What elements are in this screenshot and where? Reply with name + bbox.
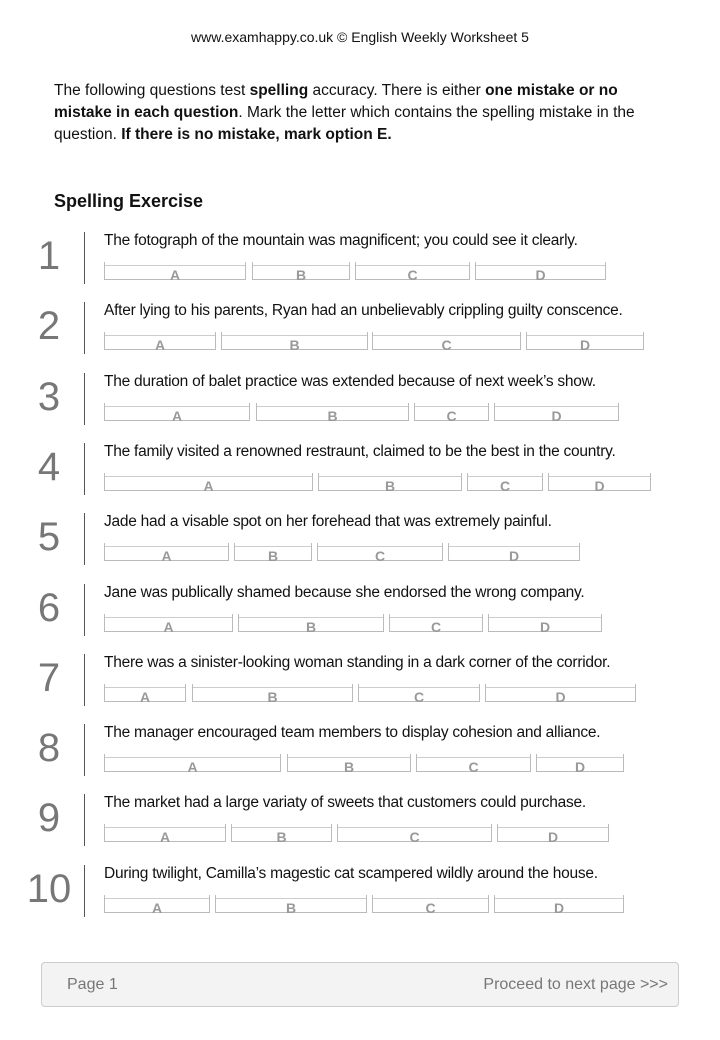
page-indicator: Page 1	[67, 976, 118, 993]
question-number: 2	[37, 304, 61, 348]
option-label: B	[305, 619, 317, 635]
option-label: C	[430, 619, 442, 635]
option-label: A	[203, 478, 214, 494]
worksheet-header: www.examhappy.co.uk © English Weekly Worksheet 5	[191, 29, 529, 45]
option-b-segment[interactable]	[256, 403, 409, 424]
section-title: Spelling Exercise	[54, 191, 204, 211]
divider-line	[84, 302, 85, 354]
option-a-segment[interactable]	[104, 895, 210, 916]
option-a-segment[interactable]	[104, 332, 216, 353]
question-item	[0, 373, 720, 443]
option-d-segment[interactable]	[548, 473, 651, 494]
option-label: C	[409, 829, 420, 845]
question-text: Jade had a visable spot on her forehead that was extremely painful.	[104, 513, 552, 530]
option-label: C	[425, 900, 436, 916]
option-b-segment[interactable]	[287, 754, 411, 775]
option-c-segment[interactable]	[355, 262, 470, 283]
instructions-text-1: The following questions test	[54, 82, 250, 99]
option-d-segment[interactable]	[497, 824, 609, 845]
option-d-segment[interactable]	[475, 262, 606, 283]
divider-line	[84, 654, 85, 706]
option-d-segment[interactable]	[494, 403, 619, 424]
divider-line	[84, 865, 85, 917]
option-b-segment[interactable]	[231, 824, 332, 845]
option-label: C	[446, 408, 457, 424]
divider-line	[84, 443, 85, 495]
option-d-segment[interactable]	[536, 754, 624, 775]
option-label: A	[187, 759, 198, 775]
question-text: There was a sinister-looking woman standing in a dark corner of the corridor.	[104, 654, 611, 671]
question-number: 10	[26, 867, 72, 911]
option-a-segment[interactable]	[104, 824, 226, 845]
option-d-segment[interactable]	[485, 684, 636, 705]
option-a-segment[interactable]	[104, 262, 246, 283]
option-label: B	[267, 689, 278, 705]
question-item	[0, 794, 720, 864]
question-item	[0, 302, 720, 372]
question-item	[0, 584, 720, 654]
divider-line	[84, 513, 85, 565]
option-label: C	[441, 337, 452, 353]
option-c-segment[interactable]	[467, 473, 543, 494]
instructions-bold-1: spelling	[249, 82, 309, 99]
footer-bar	[41, 962, 679, 1007]
question-text: The duration of balet practice was extended because of next week’s show.	[104, 373, 596, 390]
option-c-segment[interactable]	[372, 332, 521, 353]
option-label: A	[163, 619, 174, 635]
option-b-segment[interactable]	[234, 543, 312, 564]
option-label: A	[171, 408, 183, 424]
option-label: B	[343, 759, 355, 775]
divider-line	[84, 232, 85, 284]
question-number: 1	[37, 234, 61, 278]
option-label: A	[159, 829, 171, 845]
question-text: The family visited a renowned restraunt, claimed to be the best in the country.	[104, 443, 616, 460]
question-number: 6	[37, 586, 61, 630]
question-item	[0, 724, 720, 794]
question-text: After lying to his parents, Ryan had an unbelievably crippling guilty conscence.	[104, 302, 623, 319]
option-label: D	[553, 900, 565, 916]
question-text: The manager encouraged team members to display cohesion and alliance.	[104, 724, 601, 741]
option-b-segment[interactable]	[318, 473, 462, 494]
option-label: A	[169, 267, 181, 283]
option-c-segment[interactable]	[416, 754, 531, 775]
option-b-segment[interactable]	[252, 262, 350, 283]
option-c-segment[interactable]	[414, 403, 489, 424]
question-number: 4	[37, 445, 61, 489]
instructions-bold-3: If there is no mistake, mark option E.	[121, 126, 392, 143]
option-label: A	[151, 900, 163, 916]
option-b-segment[interactable]	[192, 684, 353, 705]
option-label: A	[161, 548, 172, 564]
option-d-segment[interactable]	[526, 332, 644, 353]
option-label: B	[285, 900, 297, 916]
option-label: B	[327, 408, 338, 424]
option-label: B	[384, 478, 396, 494]
option-b-segment[interactable]	[238, 614, 384, 635]
option-d-segment[interactable]	[494, 895, 624, 916]
option-label: A	[139, 689, 151, 705]
option-d-segment[interactable]	[488, 614, 602, 635]
option-label: C	[413, 689, 425, 705]
option-label: D	[551, 408, 562, 424]
question-item	[0, 232, 720, 302]
option-c-segment[interactable]	[358, 684, 480, 705]
divider-line	[84, 794, 85, 846]
option-a-segment[interactable]	[104, 473, 313, 494]
question-text: The market had a large variaty of sweets that customers could purchase.	[104, 794, 586, 811]
option-label: D	[539, 619, 551, 635]
divider-line	[84, 724, 85, 776]
option-label: C	[374, 548, 386, 564]
divider-line	[84, 373, 85, 425]
instructions	[54, 80, 674, 146]
option-label: D	[579, 337, 591, 353]
option-a-segment[interactable]	[104, 543, 229, 564]
option-label: D	[508, 548, 520, 564]
question-number: 5	[37, 515, 61, 559]
option-label: D	[594, 478, 605, 494]
option-label: C	[468, 759, 479, 775]
next-page-link[interactable]: Proceed to next page >>>	[483, 976, 668, 993]
question-number: 9	[37, 796, 61, 840]
option-a-segment[interactable]	[104, 684, 186, 705]
question-item	[0, 443, 720, 513]
option-label: C	[407, 267, 418, 283]
option-label: B	[295, 267, 307, 283]
option-label: B	[267, 548, 279, 564]
option-label: C	[499, 478, 511, 494]
option-label: A	[154, 337, 166, 353]
option-b-segment[interactable]	[221, 332, 368, 353]
question-number: 7	[37, 656, 61, 700]
option-label: B	[276, 829, 287, 845]
option-label: D	[555, 689, 566, 705]
question-text: The fotograph of the mountain was magnificent; you could see it clearly.	[104, 232, 578, 249]
question-number: 8	[37, 726, 61, 770]
divider-line	[84, 584, 85, 636]
option-c-segment[interactable]	[337, 824, 492, 845]
option-label: D	[574, 759, 586, 775]
instructions-bold-2: one mistake or no mistake in each question	[54, 82, 618, 121]
instructions-text-3: . Mark the letter which contains the spelling mistake in the question.	[54, 104, 635, 143]
option-c-segment[interactable]	[372, 895, 489, 916]
option-c-segment[interactable]	[317, 543, 443, 564]
option-b-segment[interactable]	[215, 895, 367, 916]
option-label: D	[535, 267, 546, 283]
question-item	[0, 865, 720, 935]
question-item	[0, 654, 720, 724]
question-text: Jane was publically shamed because she endorsed the wrong company.	[104, 584, 585, 601]
option-d-segment[interactable]	[448, 543, 580, 564]
question-item	[0, 513, 720, 583]
option-a-segment[interactable]	[104, 754, 281, 775]
question-text: During twilight, Camilla’s magestic cat scampered wildly around the house.	[104, 865, 598, 882]
option-a-segment[interactable]	[104, 614, 233, 635]
option-label: D	[547, 829, 559, 845]
option-a-segment[interactable]	[104, 403, 250, 424]
option-label: B	[289, 337, 300, 353]
option-c-segment[interactable]	[389, 614, 483, 635]
instructions-text-2: accuracy. There is either	[308, 82, 486, 99]
question-number: 3	[37, 375, 61, 419]
